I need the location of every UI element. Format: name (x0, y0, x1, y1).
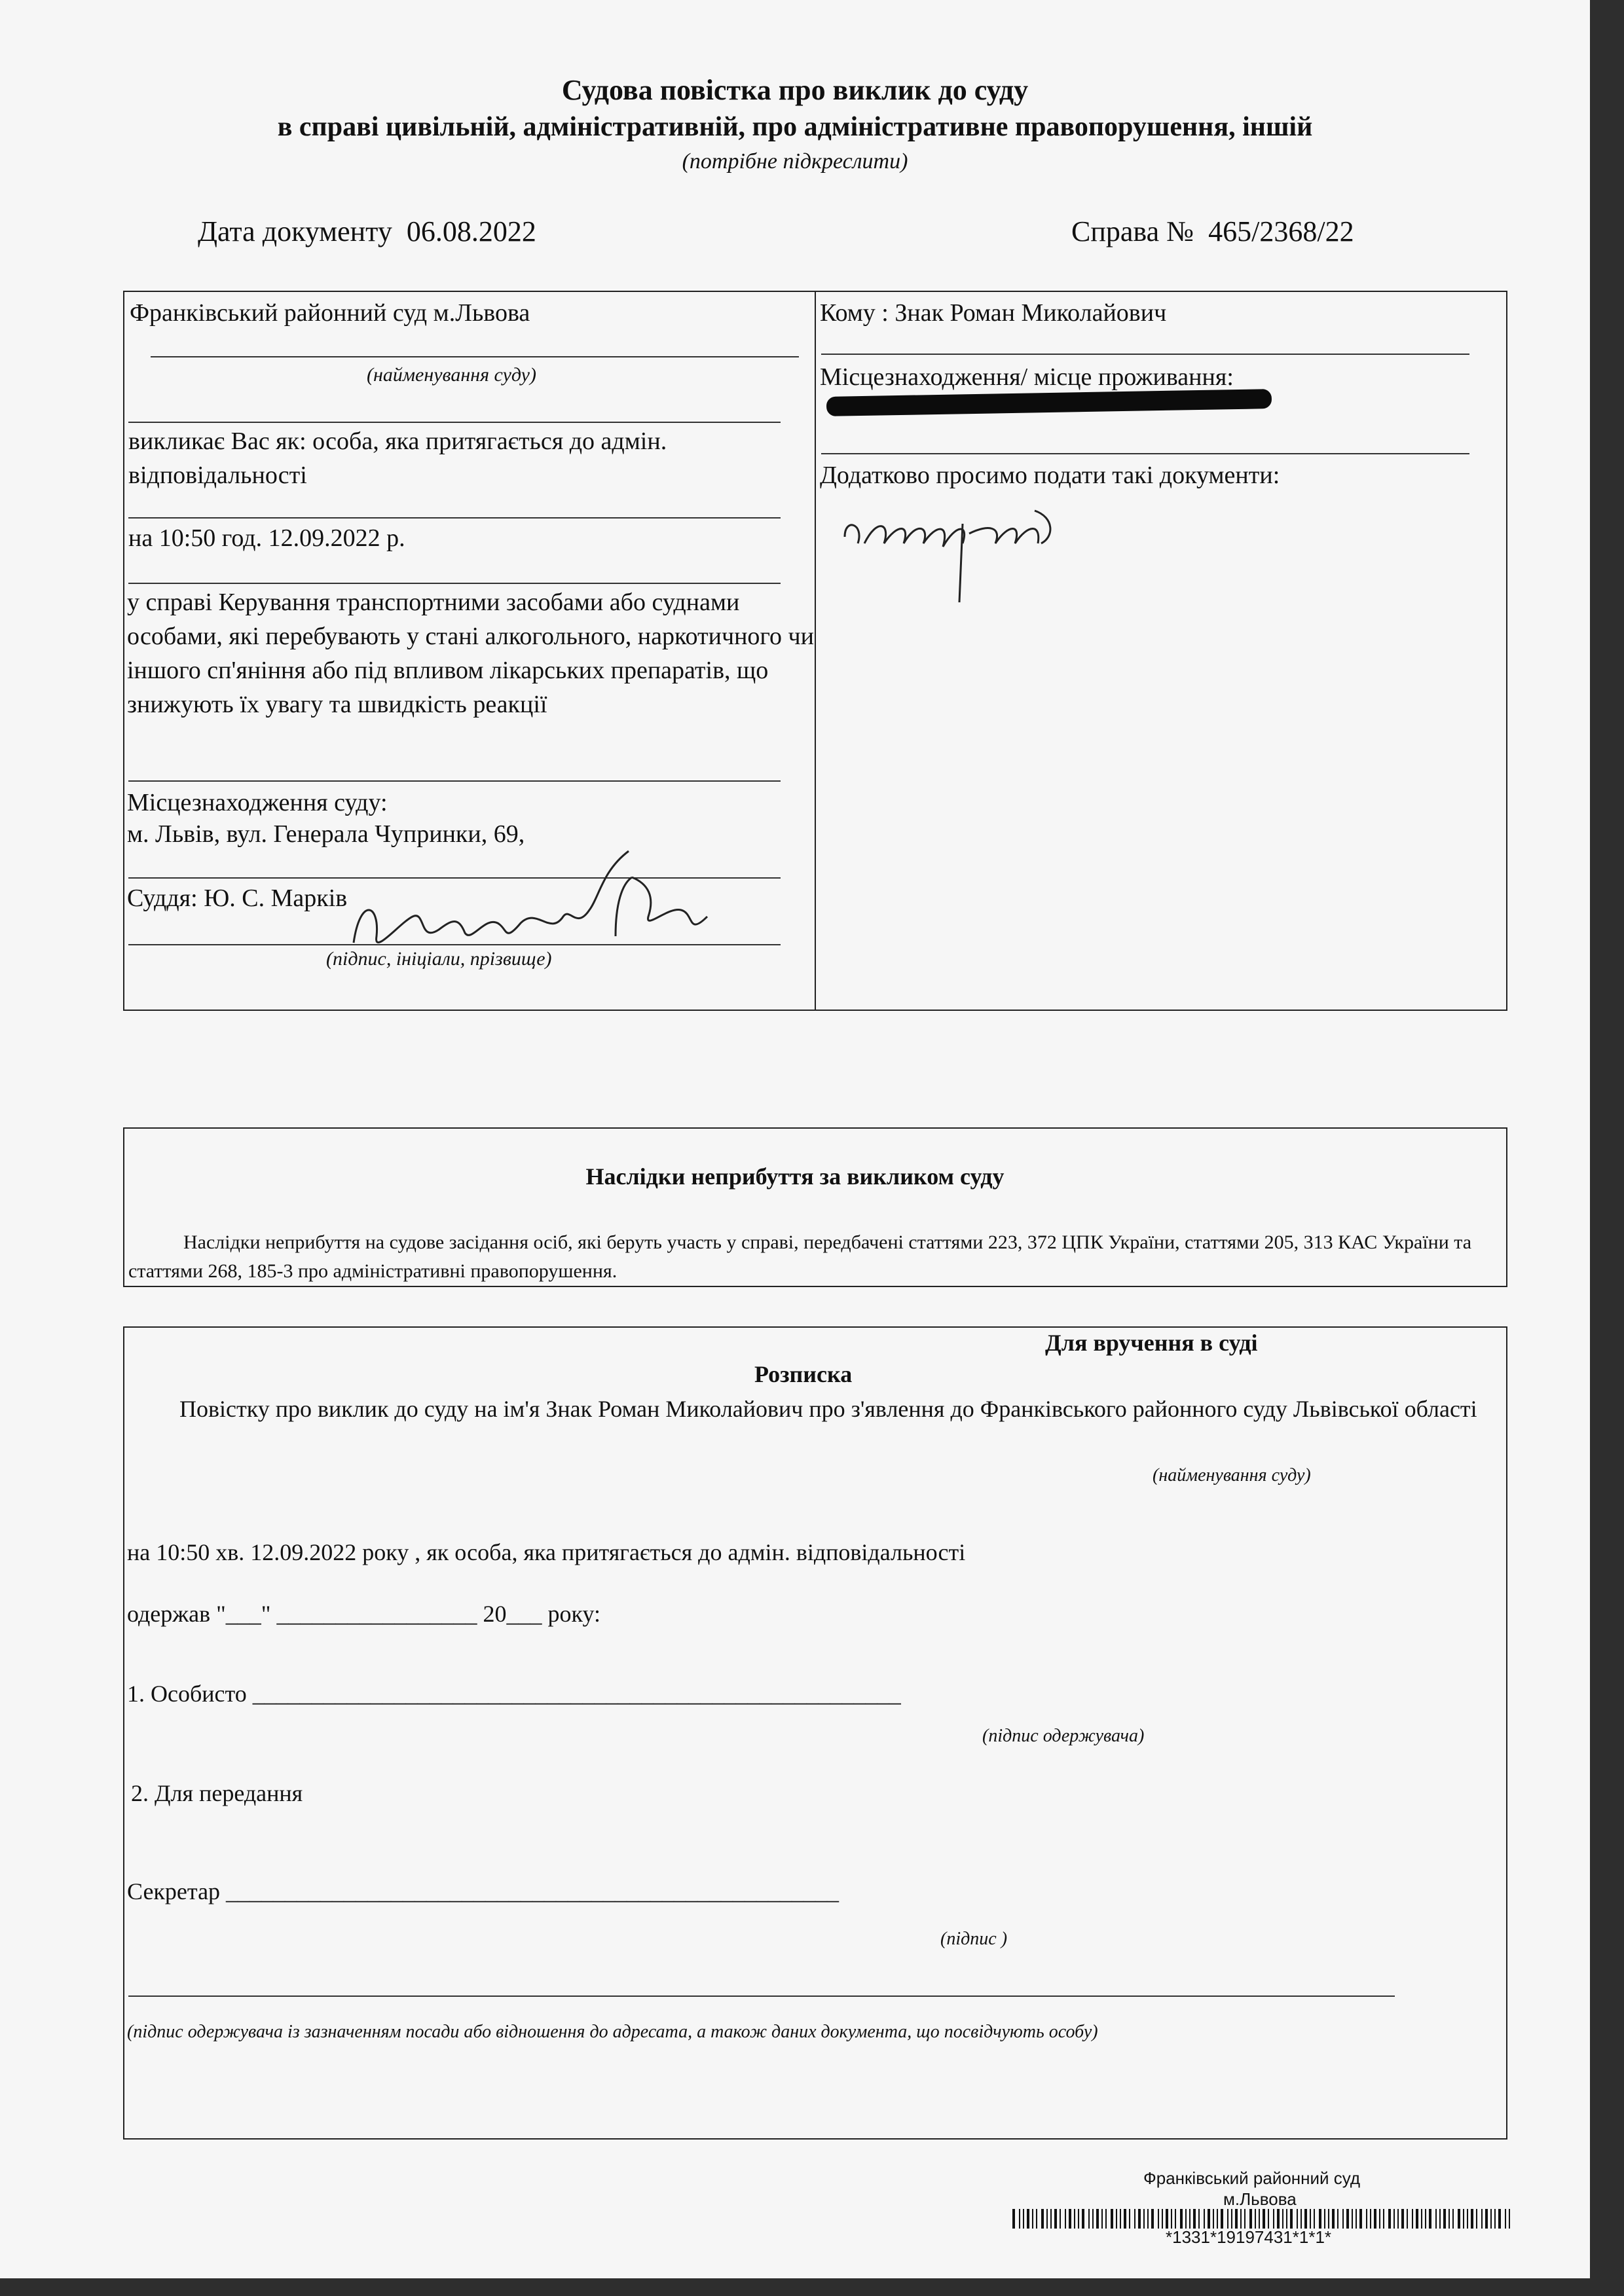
barcode-bar (1374, 2209, 1376, 2229)
barcode-text: *1331*19197431*1*1* (1166, 2227, 1332, 2247)
barcode-bar (1244, 2209, 1246, 2229)
barcode-bar (1407, 2209, 1408, 2229)
receipt-box (123, 1326, 1507, 2140)
barcode-bar (1379, 2209, 1380, 2229)
barcode (1012, 2209, 1513, 2229)
barcode-bar (1277, 2209, 1280, 2229)
barcode-bar (1046, 2209, 1048, 2229)
signature-caption: (підпис, ініціали, прізвище) (326, 948, 552, 970)
barcode-bar (1255, 2209, 1256, 2229)
column-divider (815, 291, 816, 1010)
barcode-bar (1138, 2209, 1141, 2229)
barcode-bar (1310, 2209, 1311, 2229)
barcode-bar (1352, 2209, 1353, 2229)
barcode-bar (1185, 2209, 1187, 2229)
barcode-bar (1263, 2209, 1265, 2229)
barcode-bar (1412, 2209, 1413, 2229)
barcode-bar (1065, 2209, 1066, 2229)
barcode-bar (1324, 2209, 1325, 2229)
barcode-bar (1134, 2209, 1135, 2229)
case-number (1071, 215, 1354, 248)
summoned-as: викликає Вас як: особа, яка притягається до адмін. відповідальності (128, 428, 667, 489)
barcode-bar (1240, 2209, 1242, 2229)
barcode-bar (1041, 2209, 1044, 2229)
footer-court-name: Франківський районний суд (1143, 2168, 1361, 2188)
barcode-bar (1290, 2209, 1293, 2229)
barcode-bar (1342, 2209, 1344, 2229)
document-title: Судова повістка про виклик до суду (561, 74, 1029, 106)
case-number-value: 465/2368/22 (1208, 215, 1354, 247)
barcode-bar (1452, 2209, 1454, 2229)
barcode-bar (1050, 2209, 1052, 2229)
barcode-bar (1397, 2209, 1399, 2229)
barcode-bar (1180, 2209, 1183, 2229)
document-date (198, 215, 536, 248)
barcode-bar (1401, 2209, 1404, 2229)
court-name: Франківський районний суд м.Львова (130, 299, 530, 327)
receipt-title: Розписка (754, 1361, 853, 1387)
barcode-bar (1198, 2209, 1200, 2229)
barcode-bar (1036, 2209, 1037, 2229)
barcode-bar (1286, 2209, 1287, 2229)
barcode-bar (1505, 2209, 1506, 2229)
document-date-label: Дата документу (198, 215, 392, 247)
barcode-bar (1471, 2209, 1473, 2229)
barcode-bar (1509, 2209, 1510, 2229)
hearing-time: на 10:50 год. 12.09.2022 р. (128, 524, 405, 552)
barcode-bar (1082, 2209, 1084, 2229)
court-address: м. Львів, вул. Генерала Чупринки, 69, (127, 820, 525, 848)
barcode-bar (1120, 2209, 1121, 2229)
barcode-bar (1124, 2209, 1126, 2229)
barcode-bar (1116, 2209, 1117, 2229)
barcode-bar (1476, 2209, 1477, 2229)
barcode-bar (1096, 2209, 1099, 2229)
barcode-bar (1101, 2209, 1103, 2229)
barcode-bar (1147, 2209, 1149, 2229)
barcode-bar (1494, 2209, 1496, 2229)
barcode-bar (1328, 2209, 1329, 2229)
barcode-bar (1105, 2209, 1107, 2229)
extra-documents-label: Додатково просимо подати такі документи: (820, 462, 1280, 489)
barcode-bar (1208, 2209, 1210, 2229)
judge-name: Суддя: Ю. С. Марків (127, 884, 348, 912)
for-court-delivery: Для вручення в суді (1045, 1330, 1258, 1356)
barcode-bar (1092, 2209, 1094, 2229)
barcode-bar (1027, 2209, 1029, 2229)
barcode-bar (1443, 2209, 1446, 2229)
barcode-bar (1204, 2209, 1205, 2229)
barcode-bar (1346, 2209, 1349, 2229)
barcode-bar (1249, 2209, 1252, 2229)
barcode-bar (1012, 2209, 1015, 2229)
barcode-bar (1175, 2209, 1176, 2229)
barcode-bar (1129, 2209, 1130, 2229)
barcode-bar (1268, 2209, 1269, 2229)
receipt-court-caption: (найменування суду) (1153, 1465, 1311, 1485)
barcode-bar (1304, 2209, 1307, 2229)
personally-line: 1. Особисто _______________________________________________________ (127, 1681, 901, 1707)
residence-label: Місцезнаходження/ місце проживання: (820, 363, 1234, 391)
barcode-bar (1416, 2209, 1418, 2229)
recipient-signature-caption: (підпис одержувача) (982, 1726, 1145, 1746)
barcode-bar (1060, 2209, 1061, 2229)
barcode-bar (1151, 2209, 1154, 2229)
secretary-signature-caption: (підпис ) (940, 1929, 1008, 1949)
barcode-bar (1235, 2209, 1238, 2229)
court-location-label: Місцезнаходження суду: (127, 789, 388, 816)
barcode-bar (1332, 2209, 1335, 2229)
addressee: Кому : Знак Роман Миколайович (820, 299, 1167, 327)
receipt-summons-line: Повістку про виклик до суду на ім'я Знак Роман Миколайович про з'явлення до Франківського районного суду Львівської області (179, 1396, 1477, 1422)
barcode-bar (1458, 2209, 1460, 2229)
barcode-bar (1314, 2209, 1315, 2229)
barcode-bar (1019, 2209, 1020, 2229)
barcode-bar (1166, 2209, 1168, 2229)
barcode-bar (1435, 2209, 1437, 2229)
barcode-bar (1217, 2209, 1218, 2229)
document-date-value: 06.08.2022 (406, 215, 536, 247)
consequences-title: Наслідки неприбуття за викликом суду (585, 1163, 1005, 1190)
recipient-id-caption: (підпис одержувача із зазначенням посади або відношення до адресата, а також даних документа, що посвідчують особу) (127, 2022, 1098, 2042)
case-number-label: Справа № (1071, 215, 1194, 247)
receipt-time-line: на 10:50 хв. 12.09.2022 року , як особа, яка притягається до адмін. відповідальності (127, 1539, 966, 1565)
barcode-bar (1439, 2209, 1441, 2229)
barcode-bar (1498, 2209, 1501, 2229)
barcode-bar (1282, 2209, 1283, 2229)
barcode-bar (1366, 2209, 1367, 2229)
secretary-line: Секретар ____________________________________________________ (127, 1878, 840, 1904)
received-date-line: одержав "___" _________________ 20___ року: (127, 1601, 601, 1627)
barcode-bar (1356, 2209, 1357, 2229)
barcode-bar (1231, 2209, 1232, 2229)
barcode-bar (1259, 2209, 1260, 2229)
barcode-bar (1463, 2209, 1464, 2229)
barcode-bar (1359, 2209, 1362, 2229)
underline-note: (потрібне підкреслити) (682, 149, 908, 173)
barcode-bar (1301, 2209, 1302, 2229)
consequences-text: Наслідки неприбуття на судове засідання осіб, які беруть участь у справі, передбачені статтями 223, 372 ЦПК України, статтями 205, 313 КАС України та статтями 268, 185-3 про адміністративні правопорушення. (128, 1231, 1472, 1282)
barcode-bar (1189, 2209, 1190, 2229)
barcode-bar (1481, 2209, 1483, 2229)
barcode-bar (1490, 2209, 1492, 2229)
barcode-bar (1193, 2209, 1196, 2229)
barcode-bar (1078, 2209, 1079, 2229)
barcode-bar (1023, 2209, 1024, 2229)
barcode-bar (1213, 2209, 1214, 2229)
barcode-bar (1393, 2209, 1395, 2229)
court-name-caption: (найменування суду) (367, 364, 536, 386)
barcode-bar (1143, 2209, 1145, 2229)
barcode-bar (1162, 2209, 1163, 2229)
case-subject: у справі Керування транспортними засобами або суднами особами, які перебувають у стані алкогольного, наркотичного чи іншого сп'яніння або під впливом лікарських препаратів, що знижують їх увагу та швидкість реакції (127, 589, 814, 718)
barcode-bar (1273, 2209, 1274, 2229)
barcode-bar (1297, 2209, 1298, 2229)
barcode-bar (1485, 2209, 1488, 2229)
barcode-bar (1449, 2209, 1450, 2229)
barcode-bar (1221, 2209, 1223, 2229)
barcode-bar (1388, 2209, 1391, 2229)
document-subtitle: в справі цивільній, адміністративній, про адміністративне правопорушення, іншій (277, 112, 1313, 142)
barcode-bar (1429, 2209, 1431, 2229)
barcode-bar (1158, 2209, 1159, 2229)
barcode-bar (1111, 2209, 1113, 2229)
for-transfer-line: 2. Для передання (131, 1780, 303, 1806)
barcode-bar (1383, 2209, 1384, 2229)
barcode-bar (1319, 2209, 1321, 2229)
barcode-bar (1032, 2209, 1033, 2229)
barcode-bar (1425, 2209, 1426, 2229)
barcode-bar (1069, 2209, 1071, 2229)
barcode-bar (1421, 2209, 1422, 2229)
barcode-bar (1227, 2209, 1228, 2229)
handwritten-passport (838, 498, 1074, 609)
barcode-bar (1074, 2209, 1075, 2229)
barcode-bar (1171, 2209, 1172, 2229)
barcode-bar (1337, 2209, 1338, 2229)
barcode-bar (1370, 2209, 1371, 2229)
barcode-bar (1088, 2209, 1090, 2229)
barcode-bar (1054, 2209, 1057, 2229)
barcode-bar (1467, 2209, 1468, 2229)
footer-court-city: м.Львова (1223, 2189, 1297, 2209)
